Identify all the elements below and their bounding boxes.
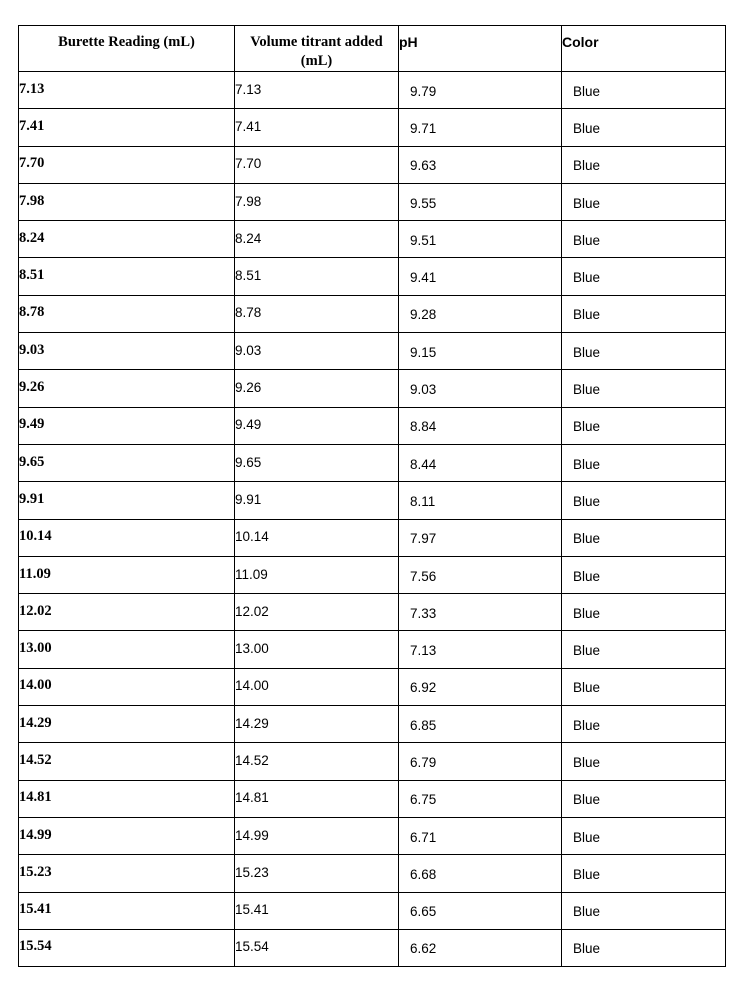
burette-reading-cell xyxy=(19,370,235,407)
color-cell xyxy=(562,743,726,780)
table-row xyxy=(19,333,726,370)
volume-titrant-cell xyxy=(235,817,399,854)
ph-cell-text: 9.63 xyxy=(410,158,437,174)
volume-titrant-cell-text: 7.98 xyxy=(235,193,262,209)
burette-reading-cell xyxy=(19,892,235,929)
burette-reading-cell xyxy=(19,183,235,220)
table-row xyxy=(19,183,726,220)
burette-reading-cell-text: 15.23 xyxy=(19,863,52,880)
ph-cell-text: 8.84 xyxy=(410,419,437,435)
burette-reading-cell-text: 9.91 xyxy=(19,490,45,507)
burette-reading-cell-text: 14.99 xyxy=(19,826,52,843)
table-row xyxy=(19,706,726,743)
color-cell-text: Blue xyxy=(573,195,601,211)
ph-cell-text: 8.44 xyxy=(410,456,437,472)
burette-reading-cell-text: 14.52 xyxy=(19,751,52,768)
ph-cell xyxy=(399,519,562,556)
ph-cell-text: 7.97 xyxy=(410,531,437,547)
volume-titrant-cell-text: 13.00 xyxy=(235,641,269,657)
volume-titrant-cell-text: 9.65 xyxy=(235,454,262,470)
column-header-volume-titrant: Volume titrant added (mL) xyxy=(235,26,399,72)
volume-titrant-cell xyxy=(235,519,399,556)
burette-reading-cell-text: 9.26 xyxy=(19,379,45,396)
burette-reading-cell-text: 10.14 xyxy=(19,528,52,545)
burette-reading-cell xyxy=(19,109,235,146)
table-row xyxy=(19,146,726,183)
table-row xyxy=(19,519,726,556)
ph-cell-text: 6.92 xyxy=(410,680,437,696)
ph-cell xyxy=(399,370,562,407)
burette-reading-cell-text: 15.54 xyxy=(19,938,52,955)
volume-titrant-cell-text: 14.99 xyxy=(235,827,269,843)
color-cell-text: Blue xyxy=(573,270,601,286)
ph-cell xyxy=(399,892,562,929)
ph-cell xyxy=(399,146,562,183)
ph-cell xyxy=(399,631,562,668)
column-header-ph: pH xyxy=(399,26,562,72)
table-row xyxy=(19,72,726,109)
burette-reading-cell xyxy=(19,519,235,556)
volume-titrant-cell xyxy=(235,221,399,258)
burette-reading-cell-text: 9.49 xyxy=(19,416,45,433)
ph-cell xyxy=(399,743,562,780)
color-cell xyxy=(562,444,726,481)
volume-titrant-cell-text: 9.49 xyxy=(235,417,262,433)
burette-reading-cell-text: 9.03 xyxy=(19,341,45,358)
color-cell xyxy=(562,258,726,295)
volume-titrant-cell xyxy=(235,444,399,481)
burette-reading-cell xyxy=(19,221,235,258)
ph-cell-text: 6.79 xyxy=(410,754,437,770)
color-cell xyxy=(562,370,726,407)
ph-cell-text: 7.56 xyxy=(410,568,437,584)
ph-cell-text: 9.41 xyxy=(410,270,437,286)
burette-reading-cell xyxy=(19,146,235,183)
ph-cell xyxy=(399,929,562,966)
table-row xyxy=(19,482,726,519)
volume-titrant-cell xyxy=(235,706,399,743)
volume-titrant-cell-text: 8.78 xyxy=(235,305,262,321)
color-cell xyxy=(562,556,726,593)
ph-cell xyxy=(399,482,562,519)
burette-reading-cell xyxy=(19,295,235,332)
ph-cell-text: 8.11 xyxy=(410,493,436,509)
volume-titrant-cell-text: 7.70 xyxy=(235,156,262,172)
burette-reading-cell xyxy=(19,631,235,668)
ph-cell xyxy=(399,258,562,295)
table-row xyxy=(19,817,726,854)
volume-titrant-cell-text: 7.13 xyxy=(235,81,262,97)
titration-data-table xyxy=(18,25,726,967)
color-cell xyxy=(562,519,726,556)
burette-reading-cell-text: 8.51 xyxy=(19,267,45,284)
volume-titrant-cell xyxy=(235,743,399,780)
color-cell-text: Blue xyxy=(573,568,601,584)
volume-titrant-cell xyxy=(235,72,399,109)
burette-reading-cell xyxy=(19,668,235,705)
color-cell xyxy=(562,109,726,146)
color-cell xyxy=(562,594,726,631)
volume-titrant-cell-text: 8.51 xyxy=(235,268,262,284)
color-cell xyxy=(562,929,726,966)
ph-cell xyxy=(399,817,562,854)
color-cell-text: Blue xyxy=(573,307,601,323)
table-row xyxy=(19,780,726,817)
ph-cell xyxy=(399,780,562,817)
color-cell-text: Blue xyxy=(573,83,601,99)
burette-reading-cell-text: 13.00 xyxy=(19,640,52,657)
volume-titrant-cell-text: 8.24 xyxy=(235,230,262,246)
volume-titrant-cell xyxy=(235,780,399,817)
ph-cell-text: 6.85 xyxy=(410,717,437,733)
color-cell-text: Blue xyxy=(573,680,601,696)
volume-titrant-cell-text: 14.29 xyxy=(235,715,269,731)
table-row xyxy=(19,444,726,481)
color-cell-text: Blue xyxy=(573,493,601,509)
ph-cell-text: 9.03 xyxy=(410,382,437,398)
color-cell-text: Blue xyxy=(573,829,601,845)
color-cell-text: Blue xyxy=(573,754,601,770)
ph-cell-text: 6.71 xyxy=(410,829,437,845)
color-cell xyxy=(562,892,726,929)
burette-reading-cell xyxy=(19,743,235,780)
ph-cell xyxy=(399,668,562,705)
ph-cell xyxy=(399,556,562,593)
volume-titrant-cell-text: 10.14 xyxy=(235,529,269,545)
ph-cell xyxy=(399,407,562,444)
table-row xyxy=(19,743,726,780)
ph-cell xyxy=(399,855,562,892)
color-cell xyxy=(562,407,726,444)
column-header-burette-reading: Burette Reading (mL) xyxy=(19,26,235,72)
burette-reading-cell xyxy=(19,333,235,370)
color-cell-text: Blue xyxy=(573,717,601,733)
burette-reading-cell xyxy=(19,706,235,743)
volume-titrant-cell-text: 9.26 xyxy=(235,380,262,396)
ph-cell-text: 7.13 xyxy=(410,643,437,659)
volume-titrant-cell xyxy=(235,183,399,220)
volume-titrant-cell xyxy=(235,407,399,444)
color-cell-text: Blue xyxy=(573,344,601,360)
ph-cell-text: 6.65 xyxy=(410,904,437,920)
ph-cell xyxy=(399,594,562,631)
table-row xyxy=(19,109,726,146)
color-cell-text: Blue xyxy=(573,419,601,435)
burette-reading-cell xyxy=(19,482,235,519)
ph-cell xyxy=(399,444,562,481)
volume-titrant-cell xyxy=(235,594,399,631)
volume-titrant-cell xyxy=(235,892,399,929)
burette-reading-cell-text: 14.81 xyxy=(19,789,52,806)
color-cell xyxy=(562,817,726,854)
ph-cell xyxy=(399,72,562,109)
color-cell-text: Blue xyxy=(573,792,601,808)
burette-reading-cell-text: 9.65 xyxy=(19,453,45,470)
table-row xyxy=(19,594,726,631)
volume-titrant-cell-text: 7.41 xyxy=(235,118,262,134)
ph-cell xyxy=(399,109,562,146)
ph-cell-text: 9.79 xyxy=(410,83,437,99)
volume-titrant-cell xyxy=(235,929,399,966)
volume-titrant-cell-text: 14.81 xyxy=(235,790,269,806)
volume-titrant-cell xyxy=(235,556,399,593)
table-row xyxy=(19,668,726,705)
ph-cell xyxy=(399,706,562,743)
color-cell xyxy=(562,482,726,519)
color-cell xyxy=(562,855,726,892)
volume-titrant-cell xyxy=(235,482,399,519)
color-cell xyxy=(562,780,726,817)
table-row xyxy=(19,407,726,444)
burette-reading-cell xyxy=(19,556,235,593)
volume-titrant-cell xyxy=(235,333,399,370)
volume-titrant-cell-text: 11.09 xyxy=(235,566,268,582)
volume-titrant-cell xyxy=(235,146,399,183)
color-cell-text: Blue xyxy=(573,120,601,136)
burette-reading-cell-text: 7.41 xyxy=(19,117,45,134)
table-row xyxy=(19,295,726,332)
burette-reading-cell xyxy=(19,780,235,817)
burette-reading-cell-text: 15.41 xyxy=(19,901,52,918)
burette-reading-cell-text: 8.78 xyxy=(19,304,45,321)
burette-reading-cell xyxy=(19,72,235,109)
table-row xyxy=(19,258,726,295)
color-cell-text: Blue xyxy=(573,531,601,547)
volume-titrant-cell-text: 9.91 xyxy=(235,491,262,507)
color-cell xyxy=(562,631,726,668)
ph-cell-text: 6.75 xyxy=(410,792,437,808)
burette-reading-cell xyxy=(19,258,235,295)
ph-cell-text: 9.51 xyxy=(410,232,437,248)
ph-cell-text: 9.28 xyxy=(410,307,437,323)
volume-titrant-cell-text: 15.23 xyxy=(235,864,269,880)
burette-reading-cell xyxy=(19,929,235,966)
burette-reading-cell-text: 7.13 xyxy=(19,80,45,97)
volume-titrant-cell xyxy=(235,631,399,668)
burette-reading-cell-text: 8.24 xyxy=(19,229,45,246)
table-row xyxy=(19,556,726,593)
color-cell xyxy=(562,183,726,220)
table-row xyxy=(19,892,726,929)
volume-titrant-cell xyxy=(235,668,399,705)
color-cell xyxy=(562,72,726,109)
color-cell xyxy=(562,146,726,183)
burette-reading-cell xyxy=(19,594,235,631)
table-row xyxy=(19,631,726,668)
volume-titrant-cell-text: 14.00 xyxy=(235,678,269,694)
burette-reading-cell xyxy=(19,444,235,481)
volume-titrant-cell-text: 9.03 xyxy=(235,342,262,358)
volume-titrant-cell xyxy=(235,855,399,892)
color-cell xyxy=(562,295,726,332)
ph-cell xyxy=(399,333,562,370)
ph-cell-text: 6.62 xyxy=(410,941,437,957)
ph-cell xyxy=(399,295,562,332)
color-cell xyxy=(562,706,726,743)
burette-reading-cell-text: 11.09 xyxy=(19,565,51,582)
ph-cell-text: 9.15 xyxy=(410,344,437,360)
color-cell xyxy=(562,221,726,258)
burette-reading-cell xyxy=(19,817,235,854)
volume-titrant-cell xyxy=(235,258,399,295)
volume-titrant-cell xyxy=(235,109,399,146)
burette-reading-cell-text: 14.29 xyxy=(19,714,52,731)
ph-cell xyxy=(399,221,562,258)
volume-titrant-cell-text: 14.52 xyxy=(235,752,269,768)
color-cell-text: Blue xyxy=(573,456,601,472)
volume-titrant-cell-text: 15.54 xyxy=(235,939,269,955)
table-row xyxy=(19,221,726,258)
burette-reading-cell-text: 7.70 xyxy=(19,155,45,172)
color-cell xyxy=(562,333,726,370)
color-cell-text: Blue xyxy=(573,643,601,659)
color-cell-text: Blue xyxy=(573,605,601,621)
color-cell-text: Blue xyxy=(573,941,601,957)
table-row xyxy=(19,855,726,892)
volume-titrant-cell-text: 12.02 xyxy=(235,603,269,619)
table-header-row xyxy=(19,26,726,72)
ph-cell-text: 9.71 xyxy=(410,120,437,136)
table-row xyxy=(19,929,726,966)
color-cell-text: Blue xyxy=(573,382,601,398)
volume-titrant-cell xyxy=(235,295,399,332)
color-cell xyxy=(562,668,726,705)
ph-cell xyxy=(399,183,562,220)
volume-titrant-cell xyxy=(235,370,399,407)
burette-reading-cell-text: 7.98 xyxy=(19,192,45,209)
burette-reading-cell-text: 14.00 xyxy=(19,677,52,694)
burette-reading-cell xyxy=(19,855,235,892)
column-header-color: Color xyxy=(562,26,726,72)
ph-cell-text: 7.33 xyxy=(410,605,437,621)
burette-reading-cell-text: 12.02 xyxy=(19,602,52,619)
color-cell-text: Blue xyxy=(573,158,601,174)
ph-cell-text: 6.68 xyxy=(410,866,437,882)
ph-cell-text: 9.55 xyxy=(410,195,437,211)
color-cell-text: Blue xyxy=(573,232,601,248)
table-body xyxy=(19,72,726,967)
burette-reading-cell xyxy=(19,407,235,444)
color-cell-text: Blue xyxy=(573,866,601,882)
color-cell-text: Blue xyxy=(573,904,601,920)
volume-titrant-cell-text: 15.41 xyxy=(235,902,269,918)
table-row xyxy=(19,370,726,407)
